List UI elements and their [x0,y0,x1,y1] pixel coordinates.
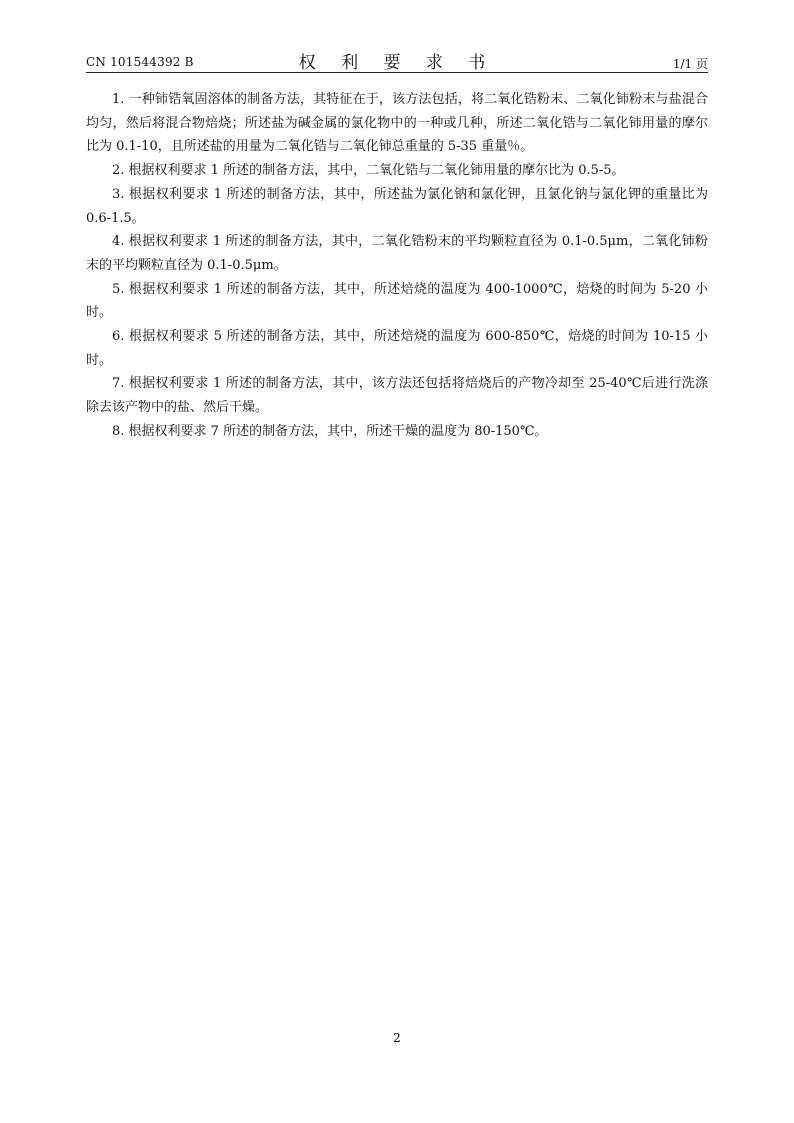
patent-number: CN 101544392 B [86,55,194,69]
claim-3: 3. 根据权利要求 1 所述的制备方法，其中，所述盐为氯化钠和氯化钾，且氯化钠与氯化钾的重量比为 0.6-1.5。 [86,186,708,226]
claim-4: 4. 根据权利要求 1 所述的制备方法，其中，二氧化锆粉末的平均颗粒直径为 0.1-0.5μm，二氧化铈粉末的平均颗粒直径为 0.1-0.5μm。 [86,234,708,273]
page-number: 2 [393,1031,401,1045]
claim-5: 5. 根据权利要求 1 所述的制备方法，其中，所述焙烧的温度为 400-1000℃，焙烧的时间为 5-20 小时。 [86,281,708,321]
page-header [86,48,708,72]
claim-2: 2. 根据权利要求 1 所述的制备方法，其中，二氧化锆与二氧化铈用量的摩尔比为 0.5-5。 [112,163,625,179]
claim-7: 7. 根据权利要求 1 所述的制备方法，其中，该方法还包括将焙烧后的产物冷却至 25-40℃后进行洗涤除去该产物中的盐、然后干燥。 [86,376,708,416]
document-title: 权 利 要 求 书 [298,53,496,73]
claim-1: 1. 一种铈锆氧固溶体的制备方法，其特征在于，该方法包括，将二氧化锆粉末、二氧化铈粉末与盐混合均匀，然后将混合物焙烧；所述盐为碱金属的氯化物中的一种或几种，所述二氧化锆与二氧化铈用量的摩尔比为 0.1-10，且所述盐的用量为二氧化锆与二氧化铈总重量的 5-35 重量％。 [86,92,708,155]
claim-6: 6. 根据权利要求 5 所述的制备方法，其中，所述焙烧的温度为 600-850℃，焙烧的时间为 10-15 小时。 [86,329,708,368]
header-divider [86,72,708,73]
page-of-indicator: 1/1 页 [672,57,708,71]
claims-list [86,88,708,444]
claim-8: 8. 根据权利要求 7 所述的制备方法，其中，所述干燥的温度为 80-150℃。 [112,423,548,439]
